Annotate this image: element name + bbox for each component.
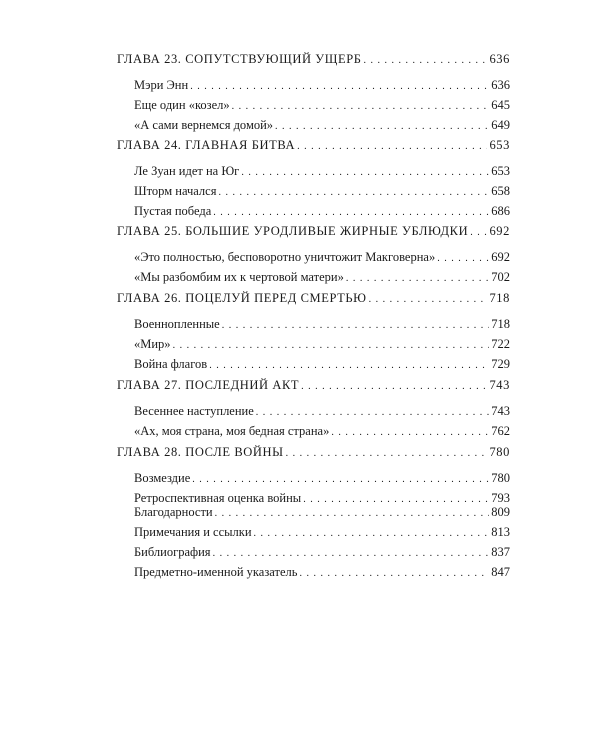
back-matter-page-number: 813 [491,525,510,539]
dot-leader [222,317,490,335]
dot-leader [369,291,488,309]
section-entry [134,248,510,268]
section-page-number: 722 [491,337,510,351]
chapter-page-number: 653 [489,138,510,152]
section-page-number: 653 [491,164,510,178]
back-matter-page-number: 847 [491,565,510,579]
section-title: Возмездие [134,471,191,485]
back-matter-page-number: 837 [491,545,510,559]
chapter-entry [117,289,510,309]
section-entry [134,96,510,116]
dot-leader [213,545,490,563]
dot-leader [299,565,489,583]
dot-leader [331,424,489,442]
section-entry [134,355,510,375]
section-entry [134,469,510,489]
dot-leader [297,138,487,156]
back-matter-entry [134,523,510,543]
section-page-number: 649 [491,118,510,132]
section-entry [134,315,510,335]
section-entry [134,162,510,182]
dot-leader [256,404,489,422]
section-title: «Это полностью, бесповоротно уничтожит Макговерна» [134,250,436,264]
back-matter-entry [134,563,510,583]
section-page-number: 636 [491,78,510,92]
section-title: Ретроспективная оценка войны [134,491,302,505]
dot-leader [254,525,490,543]
back-matter-title: Библиография [134,545,211,559]
section-page-number: 729 [491,357,510,371]
section-page-number: 718 [491,317,510,331]
dot-leader [215,505,490,523]
section-title: Весеннее наступление [134,404,254,418]
section-title: Пустая победа [134,204,212,218]
dot-leader [232,98,490,116]
back-matter-title: Благодарности [134,505,213,519]
section-title: «Мир» [134,337,171,351]
dot-leader [209,357,489,375]
section-page-number: 645 [491,98,510,112]
dot-leader [192,471,489,489]
section-page-number: 692 [491,250,510,264]
dot-leader [241,164,489,182]
section-page-number: 658 [491,184,510,198]
dot-leader [286,445,488,463]
section-title: Мэри Энн [134,78,189,92]
section-title: «Ах, моя страна, моя бедная страна» [134,424,330,438]
chapter-page-number: 692 [489,224,510,238]
section-entry [134,182,510,202]
section-title: Еще один «козел» [134,98,230,112]
chapter-title: ГЛАВА 25. БОЛЬШИЕ УРОДЛИВЫЕ ЖИРНЫЕ УБЛЮДКИ [117,224,469,238]
chapter-page-number: 636 [489,52,510,66]
dot-leader [346,270,489,288]
chapter-page-number: 718 [489,291,510,305]
section-entry [134,76,510,96]
section-entry [134,402,510,422]
section-page-number: 793 [491,491,510,505]
back-matter-title: Примечания и ссылки [134,525,252,539]
section-entry [134,335,510,355]
chapter-title: ГЛАВА 23. СОПУТСТВУЮЩИЙ УЩЕРБ [117,52,362,66]
section-page-number: 762 [491,424,510,438]
section-title: Шторм начался [134,184,217,198]
dot-leader [275,118,489,136]
section-entry [134,422,510,442]
back-matter-entry [134,503,510,523]
dot-leader [213,204,489,222]
chapter-page-number: 780 [489,445,510,459]
chapter-title: ГЛАВА 28. ПОСЛЕ ВОЙНЫ [117,445,284,459]
dot-leader [470,224,487,242]
chapter-entry [117,376,510,396]
section-page-number: 686 [491,204,510,218]
back-matter-title: Предметно-именной указатель [134,565,298,579]
chapter-title: ГЛАВА 24. ГЛАВНАЯ БИТВА [117,138,296,152]
dot-leader [364,52,488,70]
dot-leader [190,78,489,96]
section-title: Ле Зуан идет на Юг [134,164,240,178]
chapter-title: ГЛАВА 27. ПОСЛЕДНИЙ АКТ [117,378,300,392]
back-matter-page-number: 809 [491,505,510,519]
chapter-title: ГЛАВА 26. ПОЦЕЛУЙ ПЕРЕД СМЕРТЬЮ [117,291,367,305]
section-entry [134,116,510,136]
section-entry [134,202,510,222]
section-page-number: 702 [491,270,510,284]
dot-leader [173,337,490,355]
section-title: «Мы разбомбим их к чертовой матери» [134,270,344,284]
chapter-entry [117,222,510,242]
section-title: «А сами вернемся домой» [134,118,274,132]
chapter-entry [117,50,510,70]
section-entry [134,268,510,288]
section-title: Военнопленные [134,317,220,331]
dot-leader [218,184,489,202]
back-matter-entry [134,543,510,563]
chapter-page-number: 743 [489,378,510,392]
chapter-entry [117,443,510,463]
section-page-number: 743 [491,404,510,418]
section-title: Война флагов [134,357,208,371]
section-page-number: 780 [491,471,510,485]
dot-leader [301,378,487,396]
chapter-entry [117,136,510,156]
dot-leader [437,250,489,268]
